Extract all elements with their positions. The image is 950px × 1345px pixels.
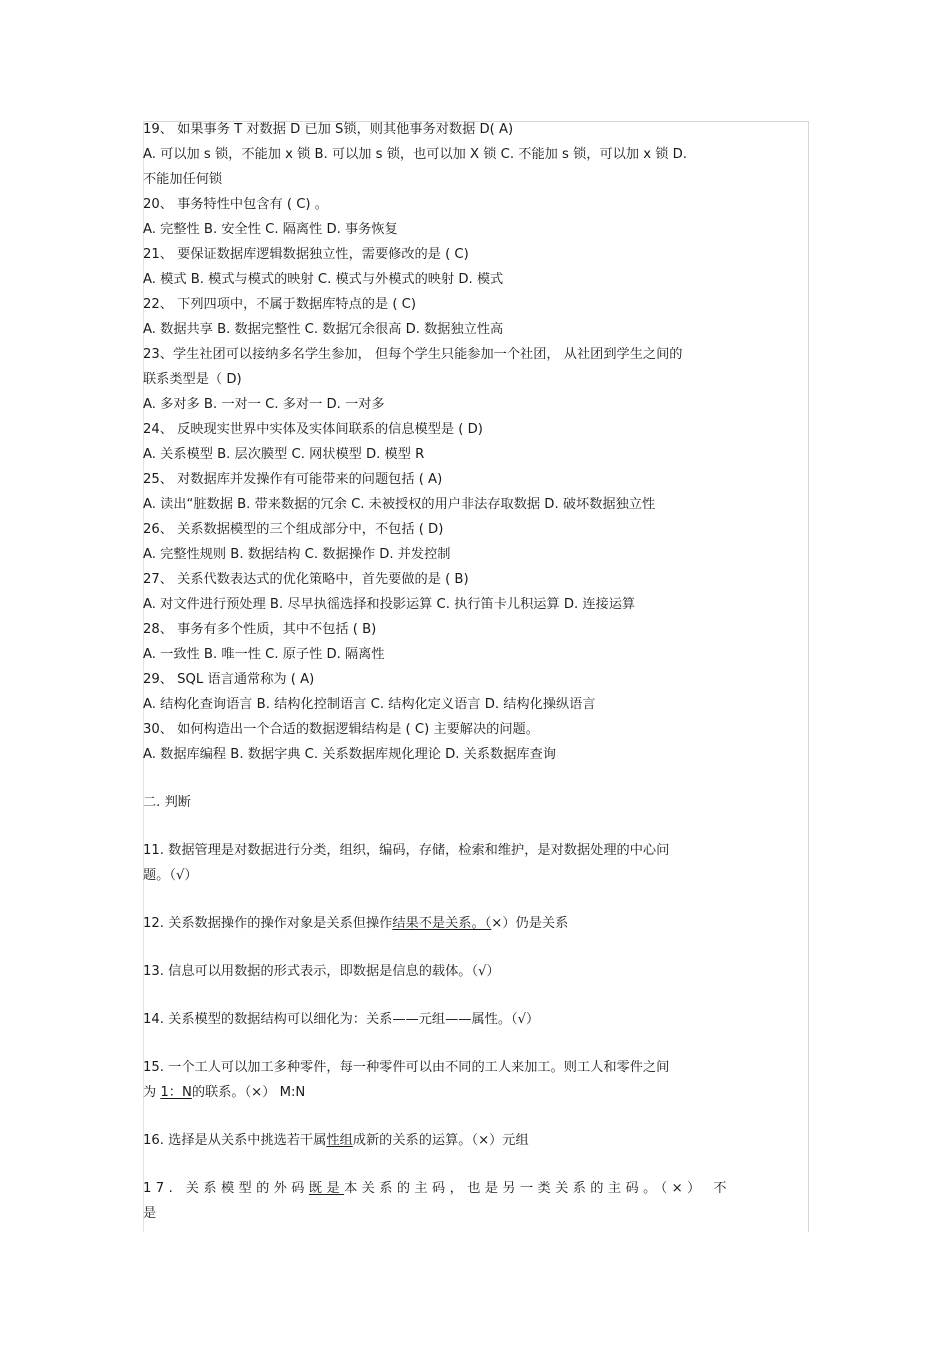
question-20-options: A. 完整性 B. 安全性 C. 隔离性 D. 事务恢复	[143, 222, 398, 237]
judgment-11: 11. 数据管理是对数据进行分类，组织，编码，存储，检索和维护，是对数据处理的中心问	[143, 843, 670, 858]
judgment-13: 13. 信息可以用数据的形式表示，即数据是信息的载体。（√）	[143, 964, 500, 979]
judgment-14: 14. 关系模型的数据结构可以细化为：关系——元组——属性。（√）	[143, 1012, 540, 1027]
spacer	[143, 888, 807, 911]
judgment-12-note: ×）仍是关系	[491, 916, 569, 931]
question-25: 25、 对数据库并发操作有可能带来的问题包括 ( A)	[143, 472, 443, 487]
question-19: 19、 如果事务 T 对数据 D 已加 S锁，则其他事务对数据 D( A)	[143, 122, 514, 137]
question-24: 24、 反映现实世界中实体及实体间联系的信息模型是 ( D)	[143, 422, 483, 437]
question-28-options: A. 一致性 B. 唯一性 C. 原子性 D. 隔离性	[143, 647, 385, 662]
question-25-options: A. 读出“脏数据 B. 带来数据的冗余 C. 未被授权的用户非法存取数据 D. 破坏数据独立性	[143, 497, 656, 512]
judgment-15-note: 的联系。（×） M:N	[191, 1085, 306, 1100]
judgment-15-cont	[143, 1080, 807, 1105]
question-26-options: A. 完整性规则 B. 数据结构 C. 数据操作 D. 并发控制	[143, 547, 451, 562]
question-23-cont: 联系类型是（ D)	[143, 372, 242, 387]
question-21: 21、 要保证数据库逻辑数据独立性，需要修改的是 ( C)	[143, 247, 469, 262]
judgment-15: 15. 一个工人可以加工多种零件，每一种零件可以由不同的工人来加工。则工人和零件之间	[143, 1060, 670, 1075]
judgment-12-underlined: 结果不是关系。（	[392, 916, 492, 931]
question-27: 27、 关系代数表达式的优化策略中，首先要做的是 ( B)	[143, 572, 469, 587]
judgment-12	[143, 911, 807, 936]
judgment-16-note: 成新的关系的运算。（×）元组	[352, 1133, 529, 1148]
question-23-options: A. 多对多 B. 一对一 C. 多对一 D. 一对多	[143, 397, 385, 412]
spacer	[143, 936, 807, 959]
question-27-options: A. 对文件进行预处理 B. 尽早执徭选择和投影运算 C. 执行笛卡儿积运算 D. 连接运算	[143, 597, 636, 612]
judgment-11-cont: 题。（√）	[143, 868, 198, 883]
question-26: 26、 关系数据模型的三个组成部分中，不包括 ( D)	[143, 522, 444, 537]
judgment-16-underlined: 性组	[326, 1133, 353, 1148]
question-19-options: A. 可以加 s 锁，不能加 x 锁 B. 可以加 s 锁，也可以加 X 锁 C. 不能加 s 锁，可以加 x 锁 D.	[143, 147, 687, 162]
judgment-17-cont: 是	[143, 1206, 157, 1221]
question-28: 28、 事务有多个性质，其中不包括 ( B)	[143, 622, 377, 637]
judgment-12-text: 12. 关系数据操作的操作对象是关系但操作	[143, 916, 393, 931]
spacer	[143, 984, 807, 1007]
question-29: 29、 SQL 语言通常称为 ( A)	[143, 672, 315, 687]
judgment-17-note: 本关系的主码，也是另一类关系的主码。（×） 不	[344, 1181, 731, 1196]
question-20: 20、 事务特性中包含有 ( C) 。	[143, 197, 328, 212]
judgment-15-underlined: 1：N	[160, 1085, 192, 1100]
judgment-17-underlined: 既是	[308, 1181, 345, 1196]
judgment-16-text: 16. 选择是从关系中挑选若干属	[143, 1133, 327, 1148]
question-22-options: A. 数据共享 B. 数据完整性 C. 数据冗余很高 D. 数据独立性高	[143, 322, 504, 337]
judgment-15-prefix: 为	[143, 1085, 161, 1100]
spacer	[143, 1153, 807, 1176]
judgment-17-text: 17. 关系模型的外码	[143, 1181, 309, 1196]
spacer	[143, 767, 807, 790]
judgment-17	[143, 1176, 807, 1201]
question-29-options: A. 结构化查询语言 B. 结构化控制语言 C. 结构化定义语言 D. 结构化操纵语言	[143, 697, 596, 712]
section-title-judgment: 二. 判断	[143, 795, 191, 810]
question-19-options-cont: 不能加任何锁	[143, 172, 223, 187]
question-30-options: A. 数据库编程 B. 数据字典 C. 关系数据库规化理论 D. 关系数据库查询	[143, 747, 556, 762]
question-22: 22、 下列四项中，不属于数据库特点的是 ( C)	[143, 297, 417, 312]
spacer	[143, 815, 807, 838]
spacer	[143, 1105, 807, 1128]
document-body	[143, 117, 807, 1226]
question-23: 23、学生社团可以接纳多名学生参加， 但每个学生只能参加一个社团， 从社团到学生之间的	[143, 347, 683, 362]
question-21-options: A. 模式 B. 模式与模式的映射 C. 模式与外模式的映射 D. 模式	[143, 272, 504, 287]
question-30: 30、 如何构造出一个合适的数据逻辑结构是 ( C) 主要解决的问题。	[143, 722, 539, 737]
spacer	[143, 1032, 807, 1055]
question-24-options: A. 关系模型 B. 层次膜型 C. 网状模型 D. 模型 R	[143, 447, 425, 462]
judgment-16	[143, 1128, 807, 1153]
